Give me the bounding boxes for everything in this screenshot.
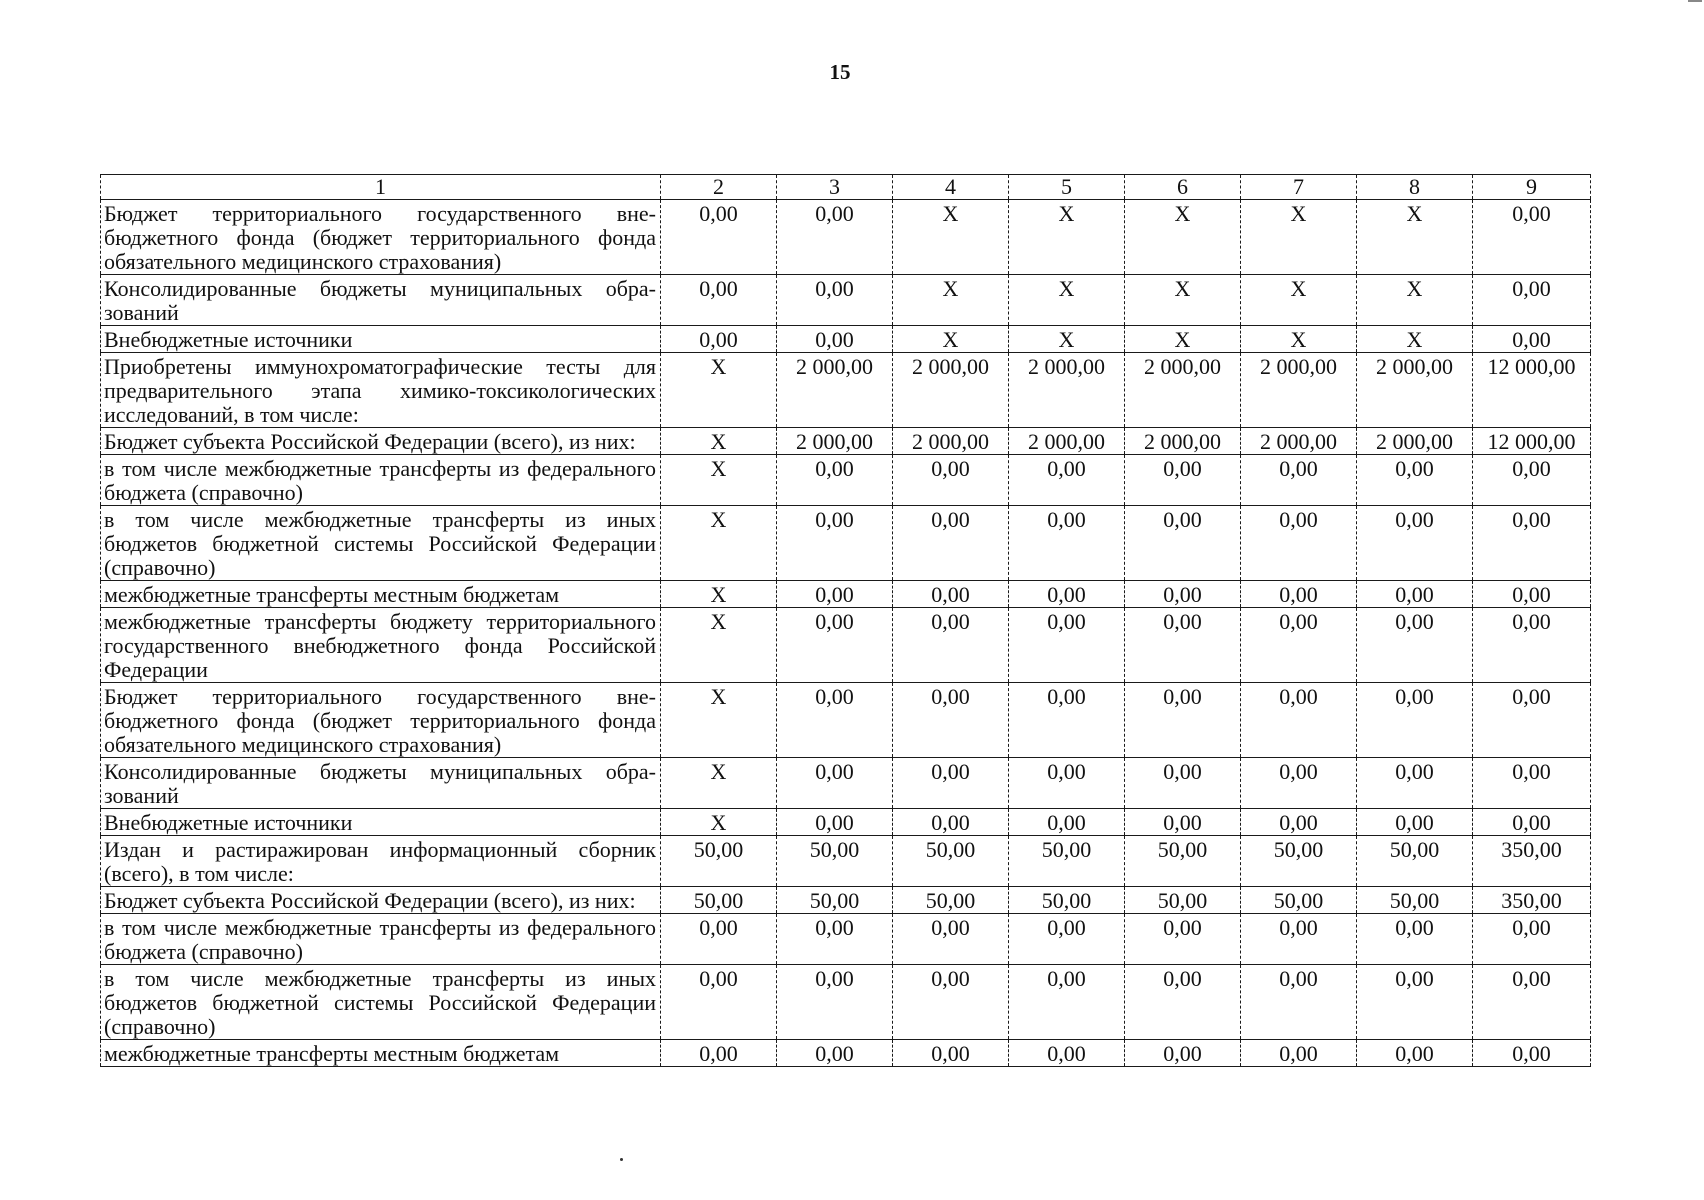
column-header: 3 xyxy=(777,175,893,200)
row-value-cell: 0,00 xyxy=(1473,455,1591,506)
row-value-cell: 0,00 xyxy=(893,809,1009,836)
column-header: 9 xyxy=(1473,175,1591,200)
row-value-cell: 0,00 xyxy=(1473,275,1591,326)
row-value-cell: 0,00 xyxy=(1009,608,1125,683)
row-value-cell: 0,00 xyxy=(1009,758,1125,809)
row-value-cell: 2 000,00 xyxy=(1357,353,1473,428)
row-value-cell: 0,00 xyxy=(893,608,1009,683)
row-value-cell: 2 000,00 xyxy=(1125,353,1241,428)
row-label: Бюджет субъекта Российской Федерации (всего), из них: xyxy=(101,428,661,455)
row-value-cell: X xyxy=(1241,200,1357,275)
row-value-cell: 0,00 xyxy=(893,683,1009,758)
row-label: Бюджет территориального государственного внебюджетного фонда (бюджет территориального фонда обязательного медицинского страхования) xyxy=(101,683,661,758)
row-value-cell: X xyxy=(1125,326,1241,353)
row-value-cell: X xyxy=(661,608,777,683)
row-value-cell: 0,00 xyxy=(1357,608,1473,683)
row-value-cell: 50,00 xyxy=(1009,887,1125,914)
row-value-cell: X xyxy=(661,581,777,608)
row-value-cell: 0,00 xyxy=(1009,683,1125,758)
row-value-cell: 0,00 xyxy=(893,455,1009,506)
row-value-cell: 0,00 xyxy=(1241,758,1357,809)
table-row xyxy=(101,965,1591,1040)
row-value-cell: 0,00 xyxy=(1009,965,1125,1040)
budget-table-container xyxy=(100,174,1590,1067)
row-value-cell: 0,00 xyxy=(777,455,893,506)
table-row xyxy=(101,326,1591,353)
row-value-cell: 0,00 xyxy=(893,914,1009,965)
row-value-cell: 0,00 xyxy=(1473,326,1591,353)
row-value-cell: X xyxy=(1125,200,1241,275)
row-value-cell: 0,00 xyxy=(1357,581,1473,608)
row-value-cell: 2 000,00 xyxy=(777,353,893,428)
row-value-cell: 0,00 xyxy=(1241,455,1357,506)
scan-edge-mark xyxy=(1688,0,1702,2)
row-value-cell: 0,00 xyxy=(1125,1040,1241,1067)
row-value-cell: 0,00 xyxy=(893,1040,1009,1067)
row-value-cell: X xyxy=(893,275,1009,326)
row-value-cell: X xyxy=(661,353,777,428)
row-label: в том числе межбюджетные трансферты из иных бюджетов бюджетной системы Российской Федерации (справочно) xyxy=(101,506,661,581)
row-value-cell: 2 000,00 xyxy=(1357,428,1473,455)
row-value-cell: 50,00 xyxy=(1241,836,1357,887)
page-number: 15 xyxy=(829,60,851,84)
row-value-cell: 2 000,00 xyxy=(777,428,893,455)
table-row xyxy=(101,1040,1591,1067)
row-value-cell: 50,00 xyxy=(1009,836,1125,887)
row-value-cell: 0,00 xyxy=(893,506,1009,581)
table-row xyxy=(101,275,1591,326)
row-value-cell: X xyxy=(661,455,777,506)
row-label: в том числе межбюджетные трансферты из федерального бюджета (справочно) xyxy=(101,455,661,506)
row-value-cell: 0,00 xyxy=(1357,506,1473,581)
row-value-cell: 0,00 xyxy=(1357,683,1473,758)
column-header: 2 xyxy=(661,175,777,200)
row-value-cell: X xyxy=(1009,326,1125,353)
column-header: 6 xyxy=(1125,175,1241,200)
table-row xyxy=(101,353,1591,428)
row-value-cell: 50,00 xyxy=(661,887,777,914)
row-value-cell: 0,00 xyxy=(1473,1040,1591,1067)
row-value-cell: 2 000,00 xyxy=(1009,428,1125,455)
row-label: Бюджет субъекта Российской Федерации (всего), из них: xyxy=(101,887,661,914)
row-value-cell: 0,00 xyxy=(1125,455,1241,506)
row-value-cell: 0,00 xyxy=(1473,581,1591,608)
row-value-cell: 0,00 xyxy=(777,581,893,608)
row-value-cell: 0,00 xyxy=(1473,200,1591,275)
scan-dot-mark xyxy=(620,1158,623,1161)
row-value-cell: 50,00 xyxy=(1357,836,1473,887)
row-value-cell: X xyxy=(1357,200,1473,275)
row-value-cell: 0,00 xyxy=(1125,608,1241,683)
row-value-cell: 0,00 xyxy=(1125,965,1241,1040)
row-value-cell: X xyxy=(1241,326,1357,353)
row-value-cell: 0,00 xyxy=(777,1040,893,1067)
row-value-cell: X xyxy=(1357,275,1473,326)
row-value-cell: 12 000,00 xyxy=(1473,353,1591,428)
row-label: в том числе межбюджетные трансферты из иных бюджетов бюджетной системы Российской Федерации (справочно) xyxy=(101,965,661,1040)
row-value-cell: X xyxy=(893,326,1009,353)
row-value-cell: 0,00 xyxy=(661,965,777,1040)
table-row xyxy=(101,428,1591,455)
row-value-cell: 0,00 xyxy=(777,506,893,581)
row-value-cell: 0,00 xyxy=(1357,914,1473,965)
row-value-cell: 50,00 xyxy=(1241,887,1357,914)
table-row xyxy=(101,200,1591,275)
budget-table xyxy=(100,174,1591,1067)
column-header: 5 xyxy=(1009,175,1125,200)
table-row xyxy=(101,506,1591,581)
table-row xyxy=(101,758,1591,809)
row-value-cell: 2 000,00 xyxy=(1241,428,1357,455)
row-value-cell: 0,00 xyxy=(1473,809,1591,836)
row-value-cell: 0,00 xyxy=(1241,914,1357,965)
row-label: межбюджетные трансферты местным бюджетам xyxy=(101,581,661,608)
row-value-cell: 2 000,00 xyxy=(1241,353,1357,428)
row-value-cell: 0,00 xyxy=(1241,965,1357,1040)
table-row xyxy=(101,581,1591,608)
column-header: 1 xyxy=(101,175,661,200)
row-value-cell: 0,00 xyxy=(1357,455,1473,506)
row-label: Бюджет территориального государственного внебюджетного фонда (бюджет территориального фонда обязательного медицинского страхования) xyxy=(101,200,661,275)
row-label: Приобретены иммунохроматографические тесты для предварительного этапа химико-токсикологических исследований, в том числе: xyxy=(101,353,661,428)
row-value-cell: 0,00 xyxy=(1241,683,1357,758)
row-value-cell: 0,00 xyxy=(1009,809,1125,836)
row-value-cell: 0,00 xyxy=(1241,506,1357,581)
table-header-row xyxy=(101,175,1591,200)
row-value-cell: 0,00 xyxy=(1009,1040,1125,1067)
row-label: Консолидированные бюджеты муниципальных образований xyxy=(101,275,661,326)
row-value-cell: 0,00 xyxy=(1473,965,1591,1040)
row-value-cell: 0,00 xyxy=(661,914,777,965)
row-value-cell: 0,00 xyxy=(1357,809,1473,836)
row-value-cell: 50,00 xyxy=(893,887,1009,914)
row-value-cell: 2 000,00 xyxy=(1125,428,1241,455)
row-value-cell: 0,00 xyxy=(777,758,893,809)
row-value-cell: 0,00 xyxy=(1125,683,1241,758)
row-value-cell: X xyxy=(1009,200,1125,275)
row-value-cell: 50,00 xyxy=(777,887,893,914)
row-value-cell: X xyxy=(1125,275,1241,326)
row-value-cell: X xyxy=(661,428,777,455)
table-row xyxy=(101,887,1591,914)
row-value-cell: X xyxy=(661,683,777,758)
row-value-cell: 0,00 xyxy=(1473,914,1591,965)
row-value-cell: 350,00 xyxy=(1473,887,1591,914)
row-value-cell: 2 000,00 xyxy=(1009,353,1125,428)
table-row xyxy=(101,836,1591,887)
row-label: Консолидированные бюджеты муниципальных образований xyxy=(101,758,661,809)
row-value-cell: 0,00 xyxy=(1009,914,1125,965)
row-value-cell: X xyxy=(661,809,777,836)
row-value-cell: 0,00 xyxy=(1009,455,1125,506)
row-value-cell: 0,00 xyxy=(893,965,1009,1040)
row-value-cell: 50,00 xyxy=(893,836,1009,887)
row-value-cell: 2 000,00 xyxy=(893,428,1009,455)
row-value-cell: 50,00 xyxy=(777,836,893,887)
row-value-cell: 0,00 xyxy=(893,758,1009,809)
row-value-cell: 0,00 xyxy=(1357,758,1473,809)
row-value-cell: 0,00 xyxy=(1241,1040,1357,1067)
row-value-cell: 0,00 xyxy=(661,326,777,353)
table-row xyxy=(101,809,1591,836)
row-value-cell: 0,00 xyxy=(777,200,893,275)
row-value-cell: X xyxy=(1357,326,1473,353)
row-value-cell: 0,00 xyxy=(1241,608,1357,683)
row-value-cell: X xyxy=(1241,275,1357,326)
row-label: межбюджетные трансферты местным бюджетам xyxy=(101,1040,661,1067)
row-value-cell: 0,00 xyxy=(1357,965,1473,1040)
row-value-cell: 0,00 xyxy=(1473,683,1591,758)
row-value-cell: 0,00 xyxy=(893,581,1009,608)
row-label: межбюджетные трансферты бюджету территориального государственного внебюджетного фонда Российской Федерации xyxy=(101,608,661,683)
row-value-cell: 0,00 xyxy=(1241,581,1357,608)
row-value-cell: 0,00 xyxy=(1473,758,1591,809)
row-value-cell: 0,00 xyxy=(777,608,893,683)
table-row xyxy=(101,608,1591,683)
column-header: 7 xyxy=(1241,175,1357,200)
table-row xyxy=(101,914,1591,965)
row-value-cell: 12 000,00 xyxy=(1473,428,1591,455)
row-value-cell: 0,00 xyxy=(1357,1040,1473,1067)
row-value-cell: 0,00 xyxy=(777,326,893,353)
row-label: Внебюджетные источники xyxy=(101,326,661,353)
row-value-cell: 50,00 xyxy=(1125,887,1241,914)
row-value-cell: 0,00 xyxy=(1009,581,1125,608)
row-value-cell: 50,00 xyxy=(661,836,777,887)
row-value-cell: 0,00 xyxy=(777,809,893,836)
row-value-cell: 0,00 xyxy=(1125,581,1241,608)
row-label: Издан и растиражирован информационный сборник (всего), в том числе: xyxy=(101,836,661,887)
row-value-cell: 0,00 xyxy=(1125,809,1241,836)
row-value-cell: 0,00 xyxy=(1473,608,1591,683)
column-header: 8 xyxy=(1357,175,1473,200)
row-value-cell: 0,00 xyxy=(1125,758,1241,809)
row-value-cell: 0,00 xyxy=(1125,506,1241,581)
row-value-cell: 0,00 xyxy=(661,200,777,275)
table-body xyxy=(101,200,1591,1067)
row-value-cell: 0,00 xyxy=(777,914,893,965)
row-value-cell: 0,00 xyxy=(661,275,777,326)
table-row xyxy=(101,683,1591,758)
row-label: в том числе межбюджетные трансферты из федерального бюджета (справочно) xyxy=(101,914,661,965)
row-value-cell: X xyxy=(661,758,777,809)
row-value-cell: 0,00 xyxy=(661,1040,777,1067)
row-value-cell: X xyxy=(893,200,1009,275)
row-value-cell: X xyxy=(661,506,777,581)
row-value-cell: 0,00 xyxy=(1125,914,1241,965)
row-value-cell: 50,00 xyxy=(1357,887,1473,914)
row-value-cell: 0,00 xyxy=(777,275,893,326)
row-value-cell: X xyxy=(1009,275,1125,326)
row-label: Внебюджетные источники xyxy=(101,809,661,836)
row-value-cell: 0,00 xyxy=(777,965,893,1040)
row-value-cell: 0,00 xyxy=(1473,506,1591,581)
row-value-cell: 0,00 xyxy=(777,683,893,758)
row-value-cell: 350,00 xyxy=(1473,836,1591,887)
row-value-cell: 50,00 xyxy=(1125,836,1241,887)
row-value-cell: 0,00 xyxy=(1009,506,1125,581)
table-row xyxy=(101,455,1591,506)
row-value-cell: 2 000,00 xyxy=(893,353,1009,428)
row-value-cell: 0,00 xyxy=(1241,809,1357,836)
column-header: 4 xyxy=(893,175,1009,200)
